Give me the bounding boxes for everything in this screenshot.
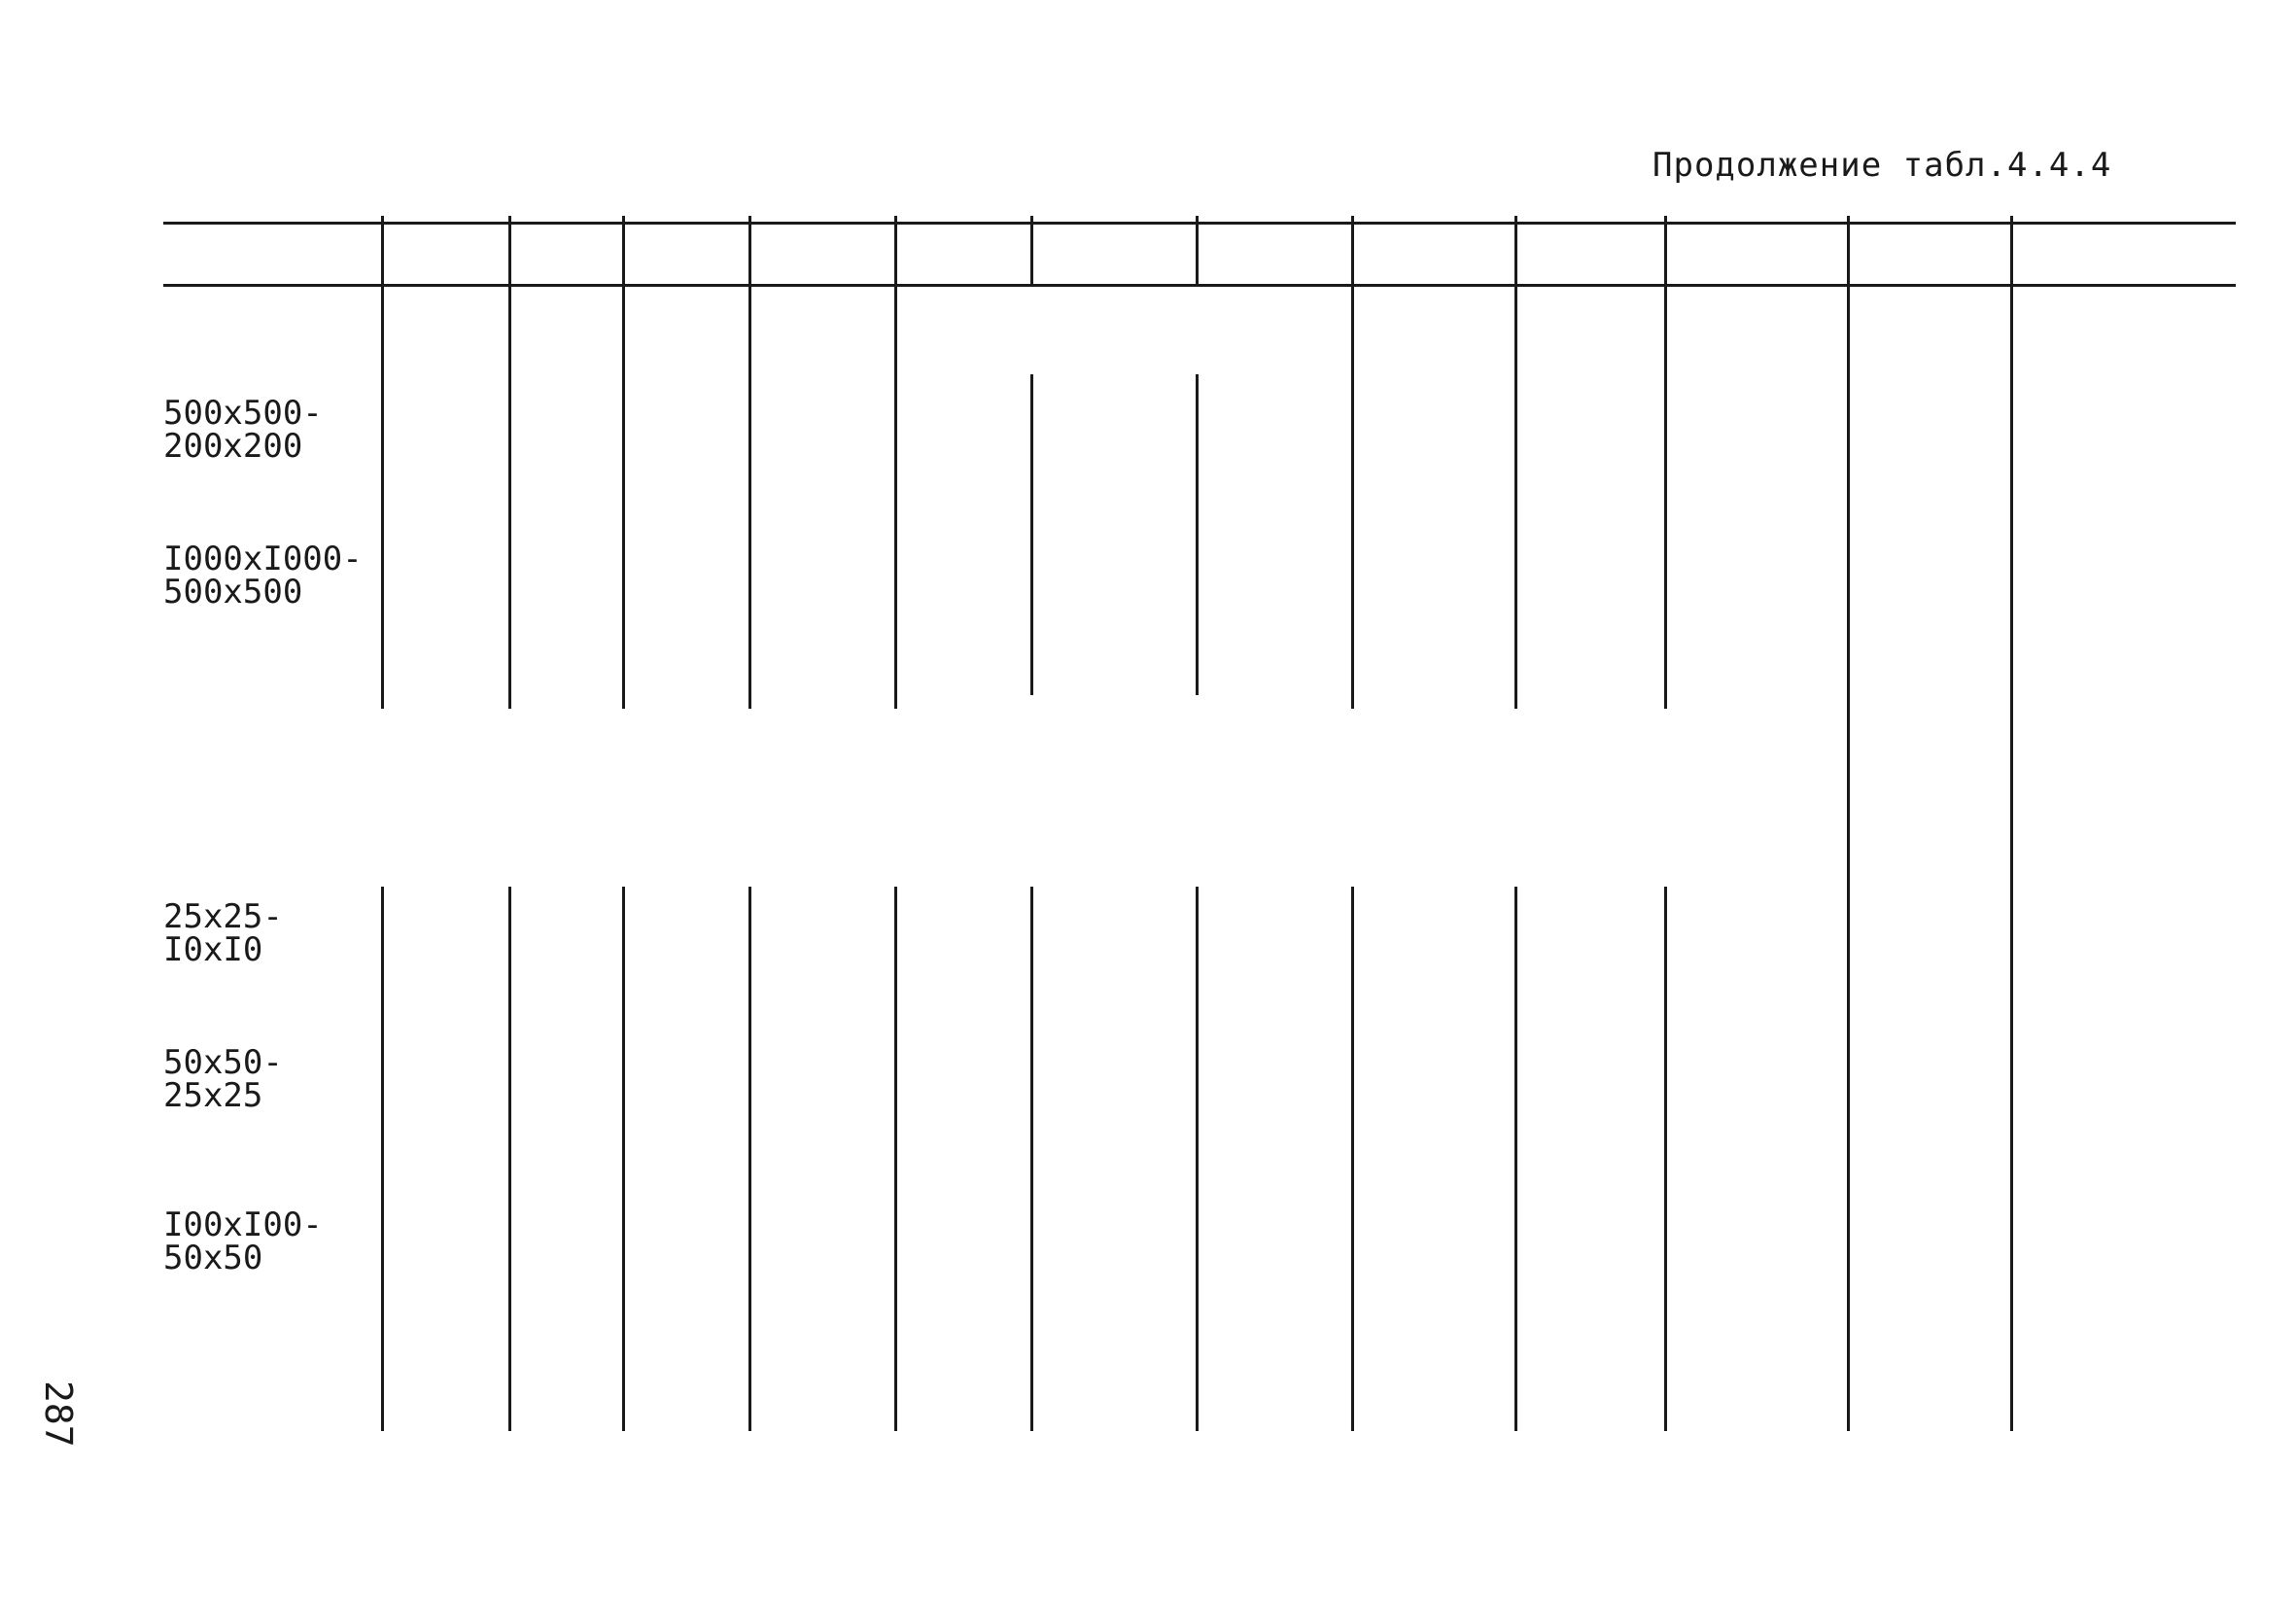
column-divider	[508, 284, 511, 709]
column-divider	[1196, 887, 1199, 1431]
column-divider	[1847, 284, 1850, 709]
column-divider	[894, 887, 897, 1431]
column-divider	[1847, 216, 1850, 284]
column-divider	[2010, 284, 2013, 709]
page-number: 287	[37, 1381, 80, 1448]
column-divider	[1351, 216, 1354, 284]
column-divider	[1847, 887, 1850, 1431]
column-divider	[1030, 216, 1033, 284]
column-divider	[1196, 216, 1199, 284]
column-divider	[1514, 284, 1517, 709]
column-divider	[748, 887, 751, 1431]
column-divider	[381, 284, 384, 709]
column-divider	[1030, 374, 1033, 695]
column-divider	[894, 284, 897, 709]
column-divider	[748, 216, 751, 284]
size-label: I000xI000- 500x500	[163, 540, 363, 612]
column-divider	[622, 284, 625, 709]
column-divider	[2010, 216, 2013, 284]
column-divider	[2010, 709, 2013, 887]
column-divider	[2010, 887, 2013, 1431]
column-divider	[1514, 216, 1517, 284]
column-divider	[508, 216, 511, 284]
column-divider	[894, 216, 897, 284]
table-caption: Продолжение табл.4.4.4	[1652, 146, 2112, 185]
column-divider	[1514, 887, 1517, 1431]
column-divider	[381, 216, 384, 284]
size-label: 25x25- I0xI0	[163, 897, 283, 969]
table-top-rule	[163, 222, 2236, 225]
column-divider	[1847, 709, 1850, 887]
size-label: I00xI00- 50x50	[163, 1206, 323, 1277]
column-divider	[1664, 216, 1667, 284]
column-divider	[1351, 887, 1354, 1431]
column-divider	[1351, 284, 1354, 709]
size-label: 500x500- 200x200	[163, 394, 323, 466]
column-divider	[508, 887, 511, 1431]
column-divider	[1664, 284, 1667, 709]
table-header-rule	[163, 284, 2236, 287]
size-label: 50x50- 25x25	[163, 1043, 283, 1115]
column-divider	[748, 284, 751, 709]
column-divider	[1664, 887, 1667, 1431]
column-divider	[622, 216, 625, 284]
column-divider	[1196, 374, 1199, 695]
column-divider	[1030, 887, 1033, 1431]
column-divider	[381, 887, 384, 1431]
column-divider	[622, 887, 625, 1431]
